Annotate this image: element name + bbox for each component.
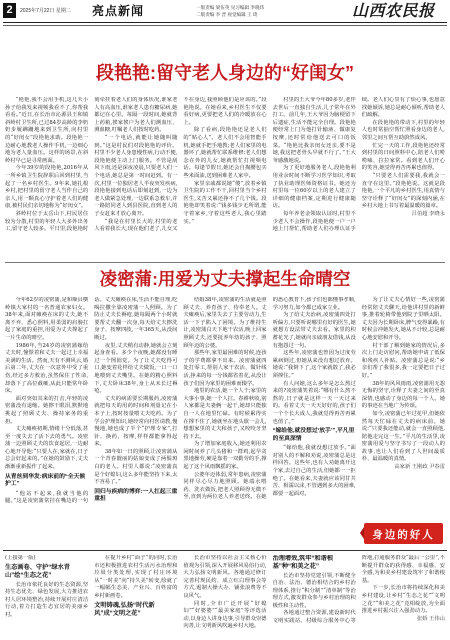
page-number: 2 xyxy=(3,3,16,18)
article2-paragraph: 38年如一日的照顾,让凌密蒲从一个青春靓丽的姑娘变成了两鬓斑白的老人。村里人都说:“凌密蒲真是个好媳妇,这么多年能坚持下来,太不容易了。” xyxy=(94,448,178,486)
issue-date: 2025年7月22日 星期二 xyxy=(20,8,71,14)
article2-paragraph: 丈夫瘫痪初期,情绪十分低落,甚至一度失去了活下去的勇气。凌密蒲一边照顾丈夫的饮食起居,一边耐心地开导他:“只要人在,家就在,日子总会好起来的。”在她的鼓励下,丈夫渐渐重新振作了起来。 xyxy=(5,426,89,471)
continued-paragraph: 在提升乡村“面子”的同时,长治市还积极推进农村生活污水治理和垃圾分类处理,实现了村庄环境从“一时美”向“持久美”转变,绘就了一幅幅生态美、产业兴、百姓富的乡村新画卷。 xyxy=(94,555,178,599)
continued-paragraph: 下一步,长治市将持续深化和美乡村建设,让乡村“生态之花”“文明之花”“和美之花”竞相绽放,为全面推进乡村振兴注入强劲动力。 xyxy=(361,585,445,615)
article2-paragraph: 那些年,家里最困难的时候,连孩子的学费都拿不出来。凌密蒲就四处打零工,帮别人家干农活、做针线活,挣来的每一分钱都省着花,从没让孩子们因为家里的困难而辍学。 xyxy=(183,350,267,387)
article1-paragraph: 家里亲戚都说她“傻”,放着乡镇卫生院的工作不干,回村里当个乡村医生,又苦又累还挣不了几个钱。段艳艳却笑着说:“钱多钱少无所谓,能守着家乡,守着这些老人,我心里踏实。” xyxy=(183,180,267,225)
continued-from-label: (上接第一版) xyxy=(5,555,36,561)
section-divider xyxy=(3,550,447,551)
article2-headline: 凌密蒲:用爱为丈夫撑起生命晴空 xyxy=(99,269,351,289)
article2-paragraph: 面对突如其来的打击,年轻的凌密蒲没有退缩。她擦干眼泪,默默地挑起了照顾丈夫、操持家务的重担。 xyxy=(5,395,89,425)
article2-paragraph: “他站不起来,我就当他的腿。”这是凌密蒲常挂在嘴边的一句话。丈夫瘫痪在床,生活不能自理,吃喝拉撒全靠凌密蒲一人照顾。为了防止丈夫长褥疮,她每隔两个小时就要帮丈夫翻一次身,每天给丈夫擦洗身子、按摩四肢,一年365天,从没间断过。 xyxy=(5,297,178,505)
article2-subheading: 回归与疾病的博弈:一人扛起三重重担 xyxy=(94,488,178,503)
editor-credit-line: 二版责编 李 晋 视觉编辑 王 琦 xyxy=(196,12,258,17)
article2-paragraph: 这些年,凌密蒲也曾因为过度劳累病倒过,但她从来没有想过放弃。她说:“我倒下了,这个家就散了,我必须撑住。” xyxy=(272,350,356,379)
article2-paragraph: 为了让丈夫心情好一些,凌密蒲经常陪丈夫聊天,给他讲村里的新鲜事,推着轮椅带他到院子里晒太阳。丈夫因为长期卧床,脾气变得暴躁,有时候会冲她发火,她从不计较,总是耐心地安慰和开导。 xyxy=(361,297,445,341)
editor-credit-line: 一版责编 梁伍英 见习编辑 李晓玮 xyxy=(196,5,265,10)
article2-paragraph: “嫁给他,我就没想过放手。”面对别人的不解和劝说,凌密蒲总是这样回答。这些年,也有人劝她离开这个家,去过自己的生活,但她都一一拒绝了。在她看来,夫妻就应该同甘共苦、相濡以沫,不管遇到多大的困难,都要一起面对。 xyxy=(272,445,356,497)
article2-paragraph: 公婆年迈体弱,常年患病,凌密蒲同样尽心尽力地照顾。她端水喂药、洗衣做饭,把老人照顾得无微不至,直到为两位老人养老送终。在她的悉心教育下,孩子们也都懂事孝顺,学习努力,如今都已成家立业。 xyxy=(183,297,356,501)
article2-paragraph: 有人问她,这么多年是怎么熬过来的?凌密蒲笑着说:“哪有什么熬不熬的,日子就是这样一天一天过来的。看着丈夫一天天好好的,孩子们一个个长大成人,我就觉得再苦再累也值了。” xyxy=(272,380,356,425)
column-banner-label: 身边的好人 xyxy=(372,529,435,541)
article2-byline: 高家新 王刚政 尹春雷 xyxy=(394,464,445,471)
article2-body xyxy=(5,297,356,547)
article1-paragraph: “我是在村里长大的,村里的老人看着我长大,现在他们老了,儿女又不在身边,我照顾他们是应该的。”段艳艳说。在她看来,乡村医生不仅要看好病,更要把老人们的冷暖放在心上。 xyxy=(94,97,267,233)
continued-subheading: 文明铸魂,弘扬“时代新风”成“文明之花” xyxy=(94,602,155,618)
continued-article-body xyxy=(5,555,445,638)
article2-last-column xyxy=(362,297,445,472)
article1-paragraph: 在段艳艳的带动下,村里的年轻人也时常抽空帮忙照看身边的老人,邻里之间互帮互助蔚然成风。 xyxy=(361,119,445,141)
article1-paragraph: 斜岭村位于太岳山下,村民居住较为分散,村里的年轻人大多外出务工,留守老人较多。平日里,段艳艳时刻牵挂着老人们的身体状况,谁家老人有高血压,谁家老人患有糖尿病,她都记在心里。每隔一段时间,她就背上药箱,挨家挨户为老人们测血压、测血糖,叮嘱老人们按时吃药。 xyxy=(5,97,178,233)
article1-paragraph: 为了更好地服务老人,段艳艳利用业余时间不断学习医学知识,考取了执业助理医师资格证书。她还为村里每一位60岁以上的老人建立了详细的健康档案,定期进行健康随访。 xyxy=(272,165,356,210)
newspaper-logo: 山西农民报 xyxy=(352,1,435,20)
article-divider xyxy=(5,262,445,263)
column-banner xyxy=(364,523,443,544)
article1-paragraph: “艳艳,我不会用手机,这几天小孙子给我发来视频我看不了,你帮我看看。”近日,在长治市沁源县王和镇斜岭村卫生所,已过84岁高龄的李奶奶步履蹒跚地来到卫生所,向村里的“好闺女”段艳艳求助。段艳艳一边耐心地教老人操作手机,一边细心地为老人量血压。这样的场景,在斜岭村早已是寻常画面。 xyxy=(5,97,89,164)
continued-paragraph: 各地通过整合资源,建设新时代文明实践站、村级综合服务中心等阵地,打通服务群众“最后一公里”,不断提升群众的获得感、幸福感、安全感,为和美乡村建设筑牢了和谐根基。 xyxy=(272,555,445,625)
continued-paragraph: 长治市依托良好的生态资源,坚持生态优先、绿色发展,大力推进农村人居环境整治,持续开展村庄清洁行动,着力打造生态宜居的美丽乡村。 xyxy=(5,581,89,618)
continued-subheading: 治理增效,筑牢“和谐根基”种“和美之花” xyxy=(272,555,334,570)
article1-paragraph: “只要老人们需要我,我就会一直守在这里。”段艳艳说。这就是段艳艳,一个平凡的乡村医生,用真情与坚守诠释了“好闺女”的深刻内涵,在乡村大地上书写着最温暖的篇章。 xyxy=(361,172,445,210)
article2-paragraph: 为了增加家庭收入,她还利用农闲时间养了几头猪和一群鸡,起早贪黑地操劳,硬是靠着一双勤劳的手,撑起了这个风雨飘摇的家。 xyxy=(183,441,267,471)
article2-paragraph: 结婚38年,凌密蒲的生活就是照顾丈夫、养育孩子、侍奉老人。丈夫瘫痪后,家里失去了主要劳动力,生活一下子陷入了困境。为了维持生计,凌密蒲白天下地干农活,晚上回家照顾丈夫,还要抚养年幼的孩子、照顾年迈的公婆。 xyxy=(183,297,267,349)
article2-paragraph: 今年62岁的凌密蒲,是和顺县横岭镇大家村的一名普通农家妇女。38年来,面对瘫痪在床的丈夫,她不离不弃、悉心照料,用柔弱的肩膀扛起了家庭的重担,用爱为丈夫撑起了一片生命的晴空。 xyxy=(5,297,89,341)
article2-paragraph: 村干部了解到她家的情况后,多次上门走访慰问,帮助她申请了低保和残疾人补贴。凌密蒲总是说:“乡亲们帮了我很多,我一定要把日子过好。” xyxy=(361,342,445,379)
article1-paragraph: 除了看病,段艳艳还是老人们的“贴心人”。老人们不会用智能手机,她就手把手地教;老人们家里的电器坏了,她就帮忙联系维修;老人们想念在外的儿女,她就帮忙打视频电话。每逢节假日,她还会自掏腰包买些米面油,送到困难老人家中。 xyxy=(183,127,267,179)
article1-paragraph: 村里的王大爷今年80多岁,老伴去世后一直独自生活,儿子常年在外打工。前几年,王大爷因为脑梗留下后遗症,生活不能完全自理。段艳艳便经常上门为他打针输液、做康复按摩,还时常给他送去可口的饭菜。“艳艳比我亲闺女还亲,要不是她,我这把老骨头早就不行了。”王大爷感激地说。 xyxy=(272,97,356,164)
article1-paragraph: “一个电话,就能让她随叫随到。”这是村民们对段艳艳的评价。村里不少老人身患慢性病,行动不便,段艳艳便主动上门服务。不管是刮风下雨,还是深夜凌晨,只要老人们一个电话,她总是第一时间赶到。有一次,村里一位独居老人半夜突发疾病,段艳艳接到电话后即刻赶到,一边为老人做紧急处理,一边联系急救车,并一路陪同老人到县医院,直到老人的子女赶来才放心离开。 xyxy=(94,134,178,217)
continued-paragraph: 长治市坚持以社会主义核心价值观为引领,深入开展移风易俗行动,大力弘扬文明新风。各地通过修订完善村规民约、成立红白理事会等方式,遏制大操大办、铺张浪费等不良风气。 xyxy=(183,555,267,599)
continued-paragraph: 同时,全市广泛开展“好媳妇”“好婆婆”“最美家庭”等评选活动,以身边人讲身边事,引导群众崇德向善,让文明新风吹遍乡村大地。 xyxy=(183,600,267,630)
section-title: 亮点新闻 xyxy=(92,4,145,18)
continued-paragraph: 长治市坚持党建引领,不断健全自治、法治、德治相结合的乡村治理体系,推行“积分制”“清单制”等治理方式,激发群众参与乡村治理的积极性和主动性。 xyxy=(272,572,356,609)
article2-paragraph: 为了给丈夫治病,凌密蒲四处打听偏方,只要听说哪里有好的医生,她就想方设法带丈夫去看。家里的积蓄花光了,她就向亲戚朋友借钱,从没有抱怨过一句。 xyxy=(272,312,356,349)
article2-subheading: “嫁给他,就没想过‘放手’”,平凡里的至真深情 xyxy=(272,428,355,442)
header-divider xyxy=(3,22,447,26)
article1-body xyxy=(5,97,445,257)
article2-subheading: 从青丝到华发:病床前的“全天候护工” xyxy=(5,473,86,488)
article1-byline: 吕伯超 李晓永 xyxy=(411,210,445,217)
article2-paragraph: 1986年,当24岁的凌密蒲嫁给丈夫时,憧憬着和丈夫一起过上幸福美满的生活。然而,天有不测风云,婚后第二年,丈夫在一次意外中受了重伤,经过多方救治,虽然保住了性命,却落下了高位截瘫,从此只能常年卧床。 xyxy=(5,342,89,395)
article2-paragraph: 地里的农活,她一个人干;家里的大事小事,她一个人扛。春耕秋收,别人家都是夫妻俩一起干,她却只能独自一人在地里忙碌。有时候累得实在撑不住了,她就坐在地头歇一会儿,想想家里的丈夫和孩子,又咬咬牙坚持下去。 xyxy=(183,388,267,440)
article1-paragraph: 今年39岁的段艳艳,2016年从一所乡镇卫生院辞职后回到村里,当起了一名乡村医生。9年来,她扎根乡村,把村里的留守老人当作自己的亲人,用一颗真心守护着老人们的健康,被村民们亲切地称为“好闺女”。 xyxy=(5,165,89,210)
article1-paragraph: 每年养老金领取认证时,村里不少老人不会操作,段艳艳便一户一户地上门帮忙,帮助老人们办理认证手续。老人们心里有了烦心事,也愿意找她倾诉,她总是耐心倾听,帮助老人们疏解。 xyxy=(272,97,445,233)
article2-paragraph: 如今,凌密蒲已年过花甲,但她依然每天忙碌在丈夫的病床前。她说:“只要我还能动,就会一直照顾他,陪他走完这一生。”平凡的生活里,凌密蒲用爱与坚守书写了一段动人的故事,也让人们看到了人世间最质朴、最温暖的真情。 xyxy=(361,410,445,463)
editor-credits xyxy=(196,4,264,18)
continued-byline: 张娇 王伟山 xyxy=(416,615,445,622)
article2-paragraph: 夜里,丈夫稍有动静,她就会立刻起身查看。多少个夜晚,她都没有睡过一个囫囵觉。为了让丈夫吃得可口,她变着花样给丈夫做饭,一口一口地喂到丈夫嘴里。在她的精心照料下,丈夫卧床38年,身上从未长过褥疮。 xyxy=(94,342,178,395)
article2-paragraph: 38年的风风雨雨,凌密蒲用无怨无悔的坚守,诠释了夫妻之间的至真深情,也感动了身边的每一个人。她的事迹在当地广为传颂。 xyxy=(361,380,445,410)
article1-paragraph: 忙完一天的工作,段艳艳还经常到村里的日间照料中心,陪老人们唠唠嗑、拉拉家常。看到老人们开心的笑容,她觉得再苦再累也值得。 xyxy=(361,142,445,172)
continued-subheading: 生态画卷、守护“绿水青山”绘“生态之花” xyxy=(5,564,70,580)
article2-paragraph: 丈夫的病需要长期服药,凌密蒲就把每天的用药时间和剂量记在小本子上,按时按量喂丈夫吃药。为了学会护理知识,她经常向村医请教,慢慢地,她也成了半个“护理专家”,打针、换药、按摩,样样都能拿得起来。 xyxy=(94,395,178,448)
article1-headline: 段艳艳:留守老人身边的“好闺女” xyxy=(96,63,354,83)
